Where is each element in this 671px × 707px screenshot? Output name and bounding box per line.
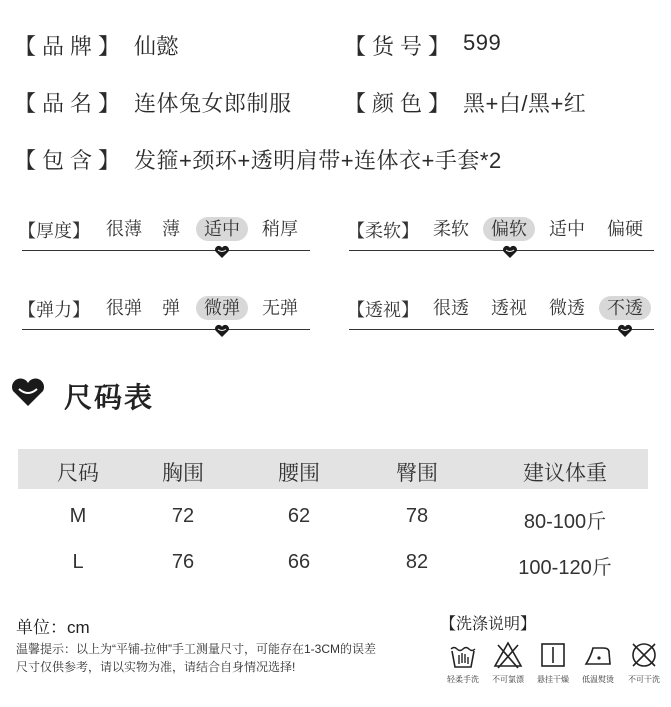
scale-thickness-line — [22, 250, 310, 251]
scale-option: 薄 — [162, 219, 180, 239]
care-title: 【洗涤说明】 — [440, 616, 537, 633]
care-item — [624, 640, 664, 685]
hang-dry-icon — [538, 640, 568, 670]
table-cell: 78 — [405, 505, 429, 527]
heart-marker-icon — [214, 324, 230, 338]
no-bleach-icon — [493, 640, 523, 670]
scale-option-selected: 偏软 — [483, 217, 535, 241]
disclaimer-line-1: 温馨提示：以上为“平铺-拉伸”手工测量尺寸，可能存在1-3CM的误差 — [16, 642, 376, 656]
care-label: 不可干洗 — [628, 675, 660, 684]
scale-sheerness-label: 【透视】 — [347, 300, 419, 320]
color-value: 黑+白/黑+红 — [463, 91, 587, 116]
care-item — [443, 640, 483, 685]
low-iron-icon — [583, 640, 613, 670]
scale-option: 透视 — [491, 298, 527, 318]
table-cell: L — [72, 551, 84, 573]
care-label: 轻柔手洗 — [447, 675, 479, 684]
disclaimer — [16, 640, 436, 676]
scale-option: 微透 — [549, 298, 585, 318]
scale-option-selected: 不透 — [599, 296, 651, 320]
scale-option: 无弹 — [262, 298, 298, 318]
table-cell: 100-120斤 — [518, 557, 612, 579]
heart-marker-icon — [502, 245, 518, 259]
table-cell: 66 — [287, 551, 311, 573]
table-cell: M — [69, 505, 87, 527]
no-dry-clean-icon — [629, 640, 659, 670]
unit-note: 单位：cm — [16, 618, 90, 637]
size-chart-title: 尺码表 — [64, 381, 155, 414]
table-cell: 72 — [171, 505, 195, 527]
scale-elasticity-label: 【弹力】 — [18, 300, 90, 320]
scale-thickness-label: 【厚度】 — [18, 221, 90, 241]
heart-icon — [10, 378, 46, 408]
scale-option: 偏硬 — [607, 219, 643, 239]
name-label: 【品名】 — [14, 91, 127, 116]
name-row — [14, 87, 126, 118]
brand-value: 仙懿 — [134, 34, 180, 59]
scale-sheerness — [347, 296, 657, 322]
color-row — [344, 87, 456, 118]
name-value: 连体兔女郎制服 — [134, 91, 292, 116]
table-header-cell: 腰围 — [278, 462, 320, 485]
table-header-cell: 建议体重 — [523, 462, 607, 485]
scale-softness-label: 【柔软】 — [347, 221, 419, 241]
table-header-cell: 胸围 — [162, 462, 204, 485]
scale-thickness — [18, 217, 318, 243]
item-no-value: 599 — [463, 30, 502, 55]
table-cell: 80-100斤 — [523, 511, 607, 533]
scale-option-selected: 适中 — [196, 217, 248, 241]
care-label: 低温熨烫 — [582, 675, 614, 684]
scale-option: 很薄 — [106, 219, 142, 239]
disclaimer-line-2: 尺寸仅供参考，请以实物为准，请结合自身情况选择! — [16, 660, 296, 674]
brand-row — [14, 30, 126, 61]
scale-elasticity — [18, 296, 318, 322]
contents-label: 【包含】 — [14, 148, 127, 173]
scale-elasticity-line — [22, 329, 310, 330]
scale-option: 适中 — [549, 219, 585, 239]
scale-option: 很透 — [433, 298, 469, 318]
care-label: 悬挂干燥 — [537, 675, 569, 684]
care-item — [578, 640, 618, 685]
heart-marker-icon — [617, 324, 633, 338]
item-no-label: 【货号】 — [344, 34, 457, 59]
table-header-cell: 尺码 — [57, 462, 99, 485]
scale-softness — [347, 217, 657, 243]
scale-option: 很弹 — [106, 298, 142, 318]
care-item — [488, 640, 528, 685]
table-header-cell: 臀围 — [396, 462, 438, 485]
scale-option: 柔软 — [433, 219, 469, 239]
care-item — [533, 640, 573, 685]
contents-value: 发箍+颈环+透明肩带+连体衣+手套*2 — [134, 148, 502, 173]
heart-marker-icon — [214, 245, 230, 259]
scale-option: 弹 — [162, 298, 180, 318]
scale-sheerness-line — [349, 329, 654, 330]
contents-row — [14, 144, 126, 175]
brand-label: 【品牌】 — [14, 34, 127, 59]
color-label: 【颜色】 — [344, 91, 457, 116]
care-label: 不可氯漂 — [492, 675, 524, 684]
hand-wash-icon — [448, 640, 478, 670]
scale-option: 稍厚 — [262, 219, 298, 239]
table-cell: 62 — [287, 505, 311, 527]
table-cell: 82 — [405, 551, 429, 573]
table-cell: 76 — [171, 551, 195, 573]
scale-option-selected: 微弹 — [196, 296, 248, 320]
item-no-row — [344, 30, 456, 61]
